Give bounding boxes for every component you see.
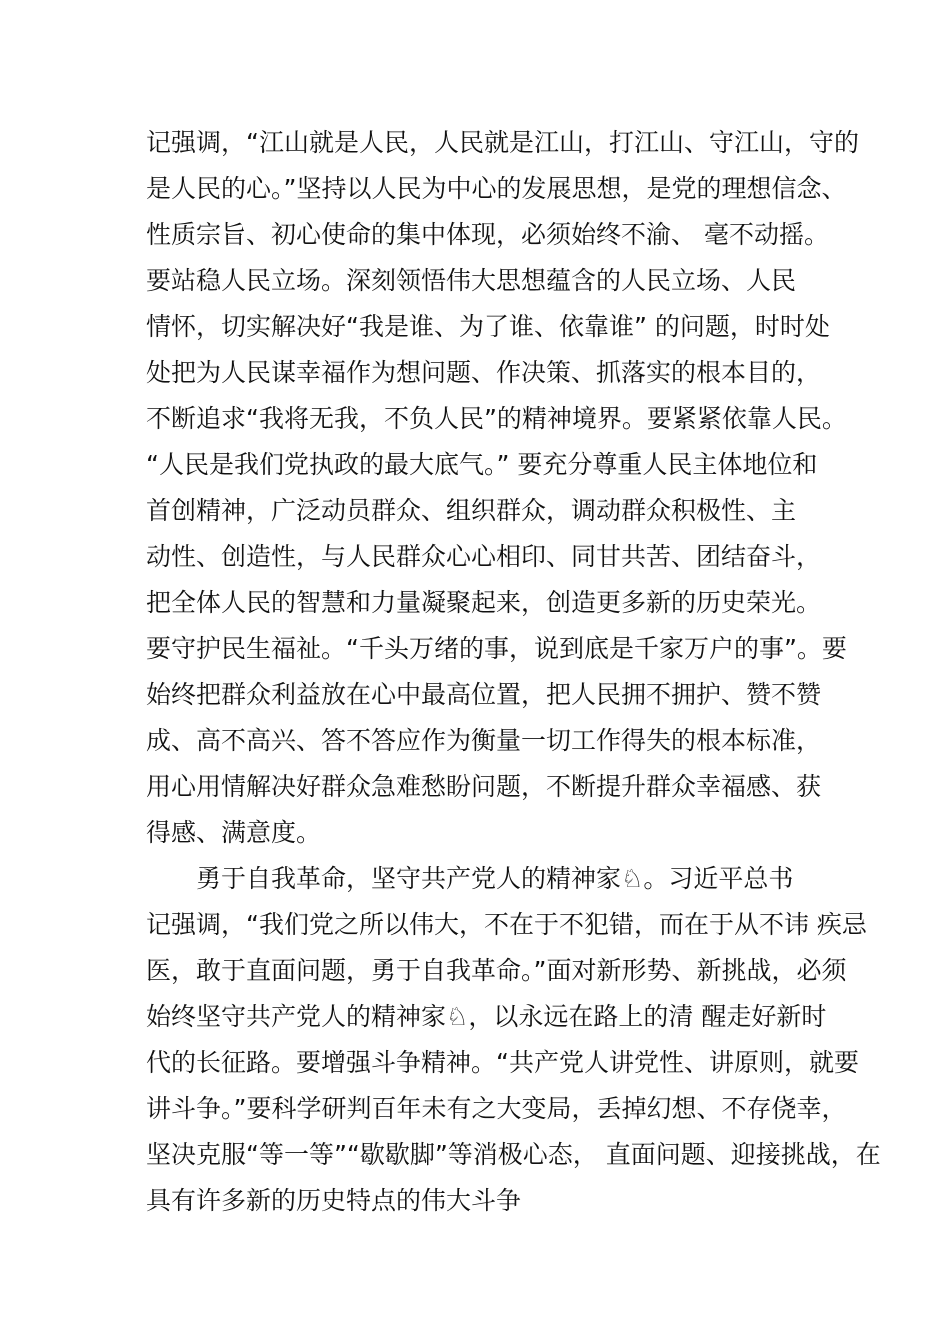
text-line: 是人民的心。”坚持以人民为中心的发展思想，是党的理想信念、 — [146, 174, 847, 203]
text-line: 坚决克服“等一等”“歇歇脚”等消极心态， 直面问题、迎接挑战，在 — [146, 1140, 881, 1169]
text-line: “人民是我们党执政的最大底气。” 要充分尊重人民主体地位和 — [146, 450, 818, 479]
text-line: 始终坚守共产党人的精神家♘，以永远在路上的清 醒走好新时 — [146, 1002, 827, 1031]
text-line: 动性、创造性，与人民群众心心相印、同甘共苦、团结奋斗， — [146, 542, 822, 571]
paragraph-heading-line: 勇于自我革命，坚守共产党人的精神家♘。习近平总书 — [196, 864, 794, 893]
text-line: 首创精神，广泛动员群众、组织群众，调动群众积极性、主 — [146, 496, 797, 525]
text-line: 不断追求“我将无我，不负人民”的精神境界。要紧紧依靠人民。 — [146, 404, 847, 433]
text-line: 具有许多新的历史特点的伟大斗争 — [146, 1186, 522, 1215]
text-line: 记强调，“江山就是人民，人民就是江山，打江山、守江山，守的 — [146, 128, 859, 157]
text-line: 讲斗争。”要科学研判百年未有之大变局，丢掉幻想、不存侥幸， — [146, 1094, 847, 1123]
text-line: 医，敢于直面问题，勇于自我革命。”面对新形势、新挑战，必须 — [146, 956, 847, 985]
text-line: 始终把群众利益放在心中最高位置，把人民拥不拥护、赞不赞 — [146, 680, 822, 709]
text-line: 把全体人民的智慧和力量凝聚起来，创造更多新的历史荣光。 — [146, 588, 822, 617]
body-text — [146, 120, 881, 1224]
text-line: 得感、满意度。 — [146, 818, 322, 847]
text-line: 记强调，“我们党之所以伟大，不在于不犯错，而在于从不讳 疾忌 — [146, 910, 867, 939]
text-line: 要守护民生福祉。“千头万绪的事，说到底是千家万户的事”。要 — [146, 634, 847, 663]
text-line: 成、高不高兴、答不答应作为衡量一切工作得失的根本标准， — [146, 726, 822, 755]
text-line: 情怀，切实解决好“我是谁、为了谁、依靠谁” 的问题，时时处 — [146, 312, 830, 341]
text-line: 代的长征路。要增强斗争精神。“共产党人讲党性、讲原则，就要 — [146, 1048, 859, 1077]
text-line: 要站稳人民立场。深刻领悟伟大思想蕴含的人民立场、人民 — [146, 266, 797, 295]
text-line: 用心用情解决好群众急难愁盼问题，不断提升群众幸福感、获 — [146, 772, 822, 801]
text-line: 性质宗旨、初心使命的集中体现，必须始终不渝、 毫不动摇。 — [146, 220, 829, 249]
text-line: 处把为人民谋幸福作为想问题、作决策、抓落实的根本目的， — [146, 358, 822, 387]
